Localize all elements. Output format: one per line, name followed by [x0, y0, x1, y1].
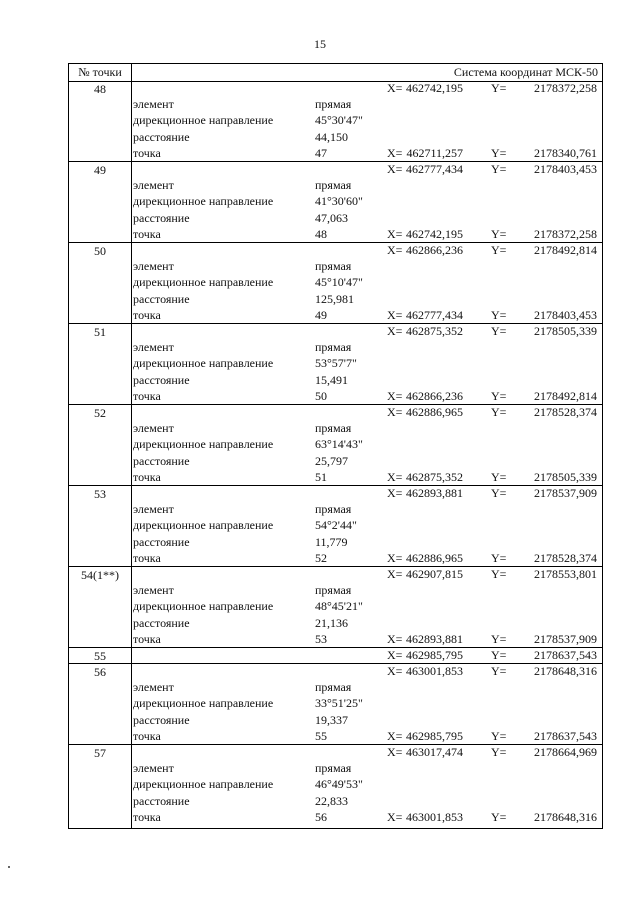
point-number: 52	[94, 406, 106, 420]
next-point-value: 55	[315, 729, 327, 744]
y-value: 2178403,453	[534, 162, 597, 176]
distance-label: расстояние	[133, 713, 190, 728]
next-x-value: 462886,965	[406, 551, 463, 565]
next-point-value: 53	[315, 632, 327, 646]
x-label: X=	[387, 243, 403, 257]
element-label: элемент	[133, 761, 174, 776]
direction-value: 48°45'21"	[315, 599, 363, 613]
element-label: элемент	[133, 340, 174, 354]
next-y-value: 2178505,339	[534, 470, 597, 484]
x-value: 463001,853	[406, 664, 463, 679]
next-x-value: 462866,236	[406, 389, 463, 403]
x-label: X=	[387, 745, 403, 760]
direction-label: дирекционное направление	[133, 194, 274, 208]
x-label: X=	[387, 567, 403, 581]
header-coordinate-system: Система координат МСК-50	[453, 65, 598, 79]
x-value: 463017,474	[406, 745, 463, 760]
next-y-label: Y=	[491, 632, 507, 646]
x-value: 462866,236	[406, 243, 463, 257]
y-label: Y=	[491, 664, 507, 679]
next-x-value: 462711,257	[406, 146, 463, 160]
y-label: Y=	[491, 81, 507, 95]
distance-value: 15,491	[315, 373, 348, 387]
element-label: элемент	[133, 502, 174, 516]
next-x-label: X=	[387, 146, 403, 160]
next-y-value: 2178492,814	[534, 389, 597, 403]
point-number: 55	[94, 649, 106, 663]
direction-value: 46°49'53"	[315, 777, 363, 792]
element-label: элемент	[133, 97, 174, 111]
distance-value: 21,136	[315, 616, 348, 630]
x-value: 462742,195	[406, 81, 463, 95]
next-y-label: Y=	[491, 551, 507, 565]
next-x-value: 462777,434	[406, 308, 463, 322]
point-number: 49	[94, 163, 106, 177]
point-block	[69, 745, 602, 826]
element-label: элемент	[133, 583, 174, 597]
distance-value: 47,063	[315, 211, 348, 225]
element-value: прямая	[315, 761, 352, 776]
element-label: элемент	[133, 259, 174, 273]
direction-value: 33°51'25"	[315, 696, 363, 711]
direction-value: 63°14'43"	[315, 437, 363, 451]
element-value: прямая	[315, 680, 352, 695]
direction-label: дирекционное направление	[133, 599, 274, 613]
y-value: 2178505,339	[534, 324, 597, 338]
next-y-label: Y=	[491, 227, 507, 241]
x-value: 462777,434	[406, 162, 463, 176]
next-x-label: X=	[387, 389, 403, 403]
next-y-label: Y=	[491, 729, 507, 744]
next-x-value: 463001,853	[406, 810, 463, 825]
distance-label: расстояние	[133, 454, 190, 468]
header-point-number: № точки	[78, 65, 122, 79]
direction-label: дирекционное направление	[133, 696, 274, 711]
point-number: 56	[94, 665, 106, 680]
table-header	[69, 64, 602, 82]
next-x-value: 462875,352	[406, 470, 463, 484]
distance-value: 11,779	[315, 535, 348, 549]
point-block	[69, 162, 602, 243]
next-point-value: 50	[315, 389, 327, 403]
distance-value: 19,337	[315, 713, 348, 728]
coordinates-table	[68, 63, 603, 829]
element-label: элемент	[133, 178, 174, 192]
point-label: точка	[133, 632, 161, 646]
point-number: 48	[94, 82, 106, 96]
direction-label: дирекционное направление	[133, 275, 274, 289]
distance-value: 44,150	[315, 130, 348, 144]
next-y-label: Y=	[491, 308, 507, 322]
next-y-value: 2178528,374	[534, 551, 597, 565]
y-value: 2178553,801	[534, 567, 597, 581]
element-value: прямая	[315, 178, 352, 192]
distance-label: расстояние	[133, 373, 190, 387]
point-label: точка	[133, 729, 161, 744]
element-value: прямая	[315, 421, 352, 435]
element-value: прямая	[315, 502, 352, 516]
x-value: 462907,815	[406, 567, 463, 581]
distance-value: 25,797	[315, 454, 348, 468]
y-label: Y=	[491, 162, 507, 176]
direction-label: дирекционное направление	[133, 437, 274, 451]
next-x-label: X=	[387, 470, 403, 484]
element-value: прямая	[315, 583, 352, 597]
next-y-value: 2178648,316	[534, 810, 597, 825]
point-label: точка	[133, 389, 161, 403]
element-label: элемент	[133, 680, 174, 695]
y-label: Y=	[491, 243, 507, 257]
element-value: прямая	[315, 340, 352, 354]
point-number: 54(1**)	[81, 568, 119, 582]
y-label: Y=	[491, 648, 507, 662]
next-y-value: 2178403,453	[534, 308, 597, 322]
next-x-label: X=	[387, 227, 403, 241]
x-value: 462886,965	[406, 405, 463, 419]
x-label: X=	[387, 405, 403, 419]
point-label: точка	[133, 810, 161, 825]
next-x-label: X=	[387, 729, 403, 744]
page-number: 15	[314, 37, 326, 51]
y-label: Y=	[491, 324, 507, 338]
direction-label: дирекционное направление	[133, 518, 274, 532]
point-label: точка	[133, 308, 161, 322]
distance-label: расстояние	[133, 535, 190, 549]
direction-value: 41°30'60"	[315, 194, 363, 208]
next-y-label: Y=	[491, 389, 507, 403]
y-label: Y=	[491, 405, 507, 419]
y-label: Y=	[491, 486, 507, 500]
y-value: 2178637,543	[534, 648, 597, 662]
x-value: 462875,352	[406, 324, 463, 338]
x-label: X=	[387, 648, 403, 662]
point-number: 53	[94, 487, 106, 501]
distance-label: расстояние	[133, 211, 190, 225]
distance-label: расстояние	[133, 292, 190, 306]
y-value: 2178664,969	[534, 745, 597, 760]
distance-label: расстояние	[133, 130, 190, 144]
element-value: прямая	[315, 97, 352, 111]
point-block	[69, 405, 602, 486]
distance-label: расстояние	[133, 616, 190, 630]
next-y-value: 2178537,909	[534, 632, 597, 646]
y-value: 2178648,316	[534, 664, 597, 679]
next-y-label: Y=	[491, 810, 507, 825]
direction-value: 53°57'7"	[315, 356, 357, 370]
next-point-value: 51	[315, 470, 327, 484]
next-y-value: 2178340,761	[534, 146, 597, 160]
direction-value: 45°10'47"	[315, 275, 363, 289]
element-label: элемент	[133, 421, 174, 435]
y-value: 2178492,814	[534, 243, 597, 257]
distance-value: 22,833	[315, 794, 348, 809]
point-block	[69, 486, 602, 567]
direction-value: 45°30'47"	[315, 113, 363, 127]
point-label: точка	[133, 146, 161, 160]
x-label: X=	[387, 486, 403, 500]
x-value: 462985,795	[406, 648, 463, 662]
next-point-value: 48	[315, 227, 327, 241]
next-point-value: 56	[315, 810, 327, 825]
next-point-value: 52	[315, 551, 327, 565]
direction-label: дирекционное направление	[133, 356, 274, 370]
x-label: X=	[387, 324, 403, 338]
x-label: X=	[387, 664, 403, 679]
next-x-label: X=	[387, 632, 403, 646]
point-number: 57	[94, 746, 106, 761]
point-label: точка	[133, 470, 161, 484]
point-label: точка	[133, 551, 161, 565]
x-label: X=	[387, 81, 403, 95]
point-block	[69, 324, 602, 405]
next-x-label: X=	[387, 810, 403, 825]
next-x-label: X=	[387, 308, 403, 322]
point-block	[69, 567, 602, 648]
point-block	[69, 664, 602, 745]
next-point-value: 49	[315, 308, 327, 322]
next-y-label: Y=	[491, 470, 507, 484]
point-label: точка	[133, 227, 161, 241]
point-block	[69, 243, 602, 324]
element-value: прямая	[315, 259, 352, 273]
point-number: 51	[94, 325, 106, 339]
direction-value: 54°2'44"	[315, 518, 357, 532]
scan-speck	[8, 866, 10, 868]
point-block	[69, 648, 602, 664]
x-value: 462893,881	[406, 486, 463, 500]
next-x-label: X=	[387, 551, 403, 565]
y-value: 2178528,374	[534, 405, 597, 419]
direction-label: дирекционное направление	[133, 777, 274, 792]
point-block	[69, 81, 602, 162]
y-label: Y=	[491, 745, 507, 760]
y-label: Y=	[491, 567, 507, 581]
next-y-value: 2178637,543	[534, 729, 597, 744]
next-point-value: 47	[315, 146, 327, 160]
next-x-value: 462893,881	[406, 632, 463, 646]
y-value: 2178372,258	[534, 81, 597, 95]
distance-label: расстояние	[133, 794, 190, 809]
x-label: X=	[387, 162, 403, 176]
next-y-value: 2178372,258	[534, 227, 597, 241]
direction-label: дирекционное направление	[133, 113, 274, 127]
distance-value: 125,981	[315, 292, 354, 306]
next-y-label: Y=	[491, 146, 507, 160]
next-x-value: 462985,795	[406, 729, 463, 744]
y-value: 2178537,909	[534, 486, 597, 500]
point-number: 50	[94, 244, 106, 258]
next-x-value: 462742,195	[406, 227, 463, 241]
